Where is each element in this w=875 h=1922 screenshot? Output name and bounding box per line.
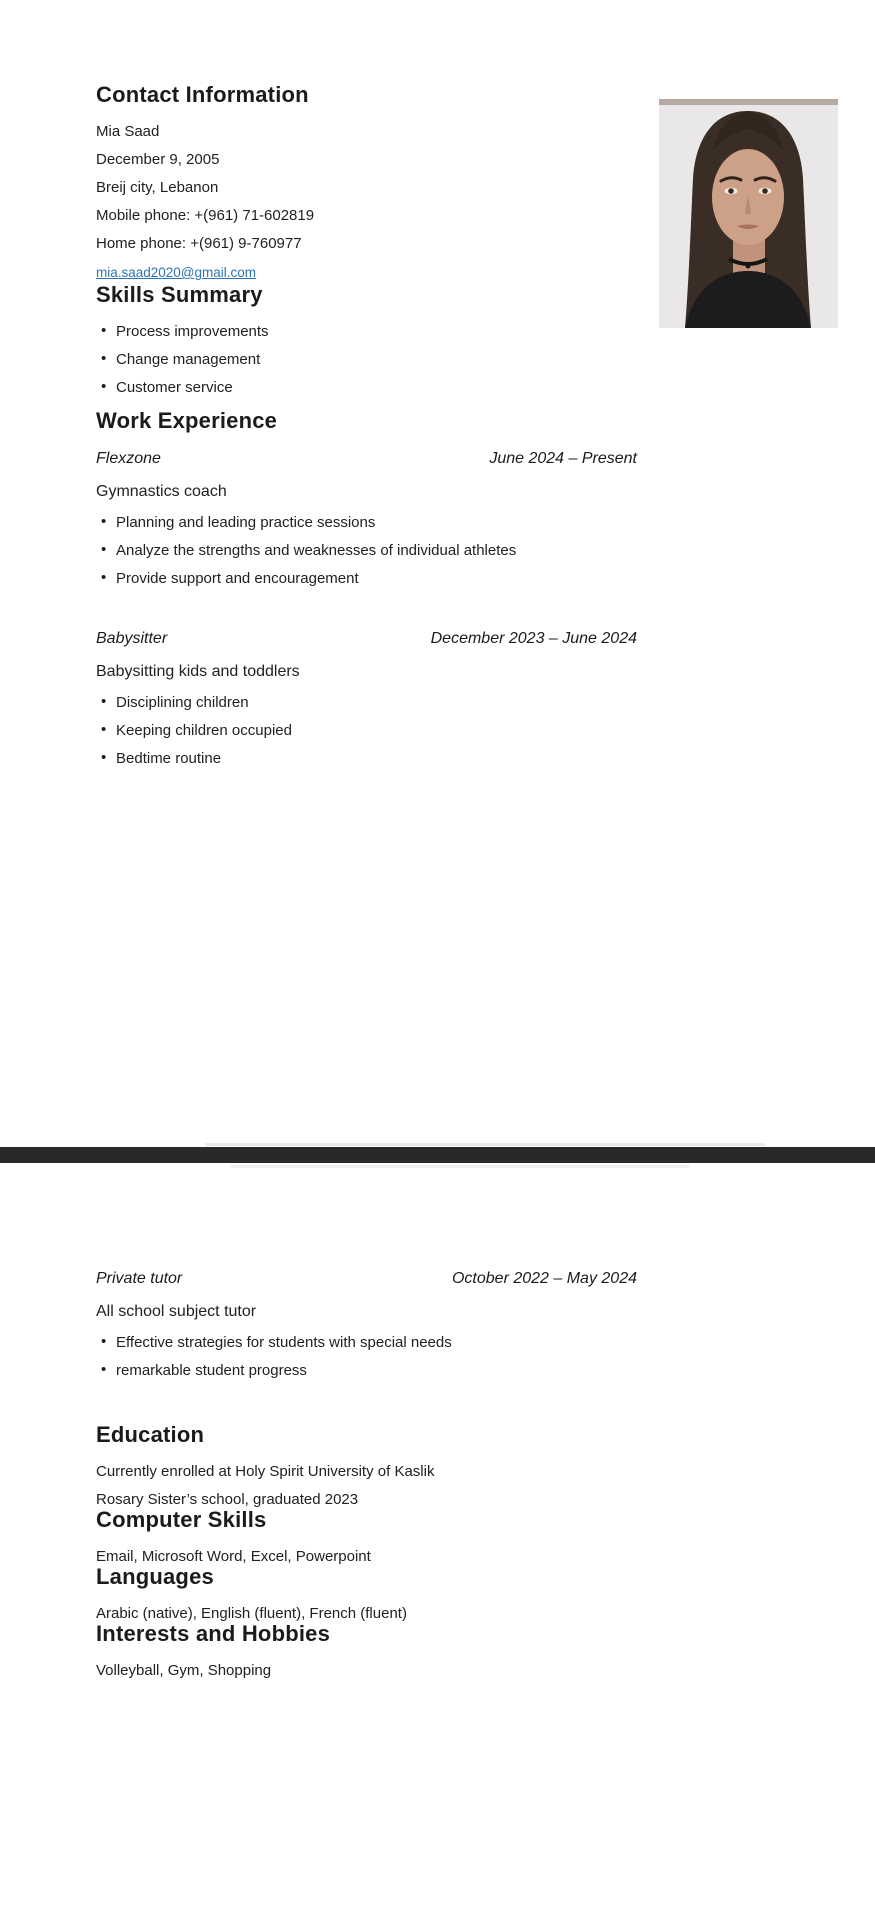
job-dates: December 2023 – June 2024 [430,630,637,647]
skills-list [96,324,780,395]
contact-mobile-phone: Mobile phone: +(961) 71-602819 [96,207,315,224]
job-employer: Private tutor [96,1270,183,1287]
contact-name: Mia Saad [96,123,160,140]
work-experience-heading: Work Experience [96,408,278,433]
job-bullets [96,695,780,766]
interests-text: Volleyball, Gym, Shopping [96,1662,272,1679]
job-employer: Flexzone [96,450,161,467]
job-dates: June 2024 – Present [489,450,637,467]
education-heading: Education [96,1422,205,1447]
job-bullets [96,515,780,586]
list-item: • Provide support and encouragement [101,571,780,586]
page-2 [0,1270,875,1678]
page-edge-shadow [230,1165,690,1168]
computer-skills-section [96,1507,780,1564]
contact-heading: Contact Information [96,82,309,107]
languages-section [96,1564,780,1621]
job-header [96,1270,637,1288]
languages-text: Arabic (native), English (fluent), French (fluent) [96,1605,407,1622]
work-experience-section [96,408,780,766]
page-break-bar [0,1147,875,1163]
job-dates: October 2022 – May 2024 [451,1270,637,1287]
skills-heading: Skills Summary [96,282,263,307]
portrait-photo [659,99,838,328]
portrait-photo-illustration [659,99,838,328]
job-private-tutor [96,1270,780,1378]
list-item: • Process improvements [101,324,780,339]
list-item: • remarkable student progress [101,1363,780,1378]
languages-heading: Languages [96,1564,214,1589]
job-bullets [96,1335,780,1378]
list-item: • Effective strategies for students with special needs [101,1335,780,1350]
list-item: • Bedtime routine [101,751,780,766]
job-title: Gymnastics coach [96,483,227,500]
job-title: All school subject tutor [96,1303,257,1320]
email-link[interactable]: mia.saad2020@gmail.com [96,265,257,280]
job-header [96,450,637,468]
job-title: Babysitting kids and toddlers [96,663,300,680]
list-item: • Disciplining children [101,695,780,710]
list-item: • Analyze the strengths and weaknesses of individual athletes [101,543,780,558]
page-edge-shadow [205,1143,765,1146]
interests-heading: Interests and Hobbies [96,1621,331,1646]
list-item: • Keeping children occupied [101,723,780,738]
contact-birthdate: December 9, 2005 [96,151,220,168]
interests-section [96,1621,780,1678]
list-item: • Customer service [101,380,780,395]
computer-skills-heading: Computer Skills [96,1507,267,1532]
list-item: • Change management [101,352,780,367]
education-school: Rosary Sister’s school, graduated 2023 [96,1491,359,1508]
education-university: Currently enrolled at Holy Spirit University of Kaslik [96,1463,435,1480]
education-section [96,1422,780,1507]
job-header [96,630,637,648]
contact-address: Breij city, Lebanon [96,179,219,196]
list-item: • Planning and leading practice sessions [101,515,780,530]
job-flexzone [96,450,780,586]
job-employer: Babysitter [96,630,168,647]
computer-skills-text: Email, Microsoft Word, Excel, Powerpoint [96,1548,371,1565]
contact-home-phone: Home phone: +(961) 9-760977 [96,235,302,252]
job-babysitter [96,630,780,766]
